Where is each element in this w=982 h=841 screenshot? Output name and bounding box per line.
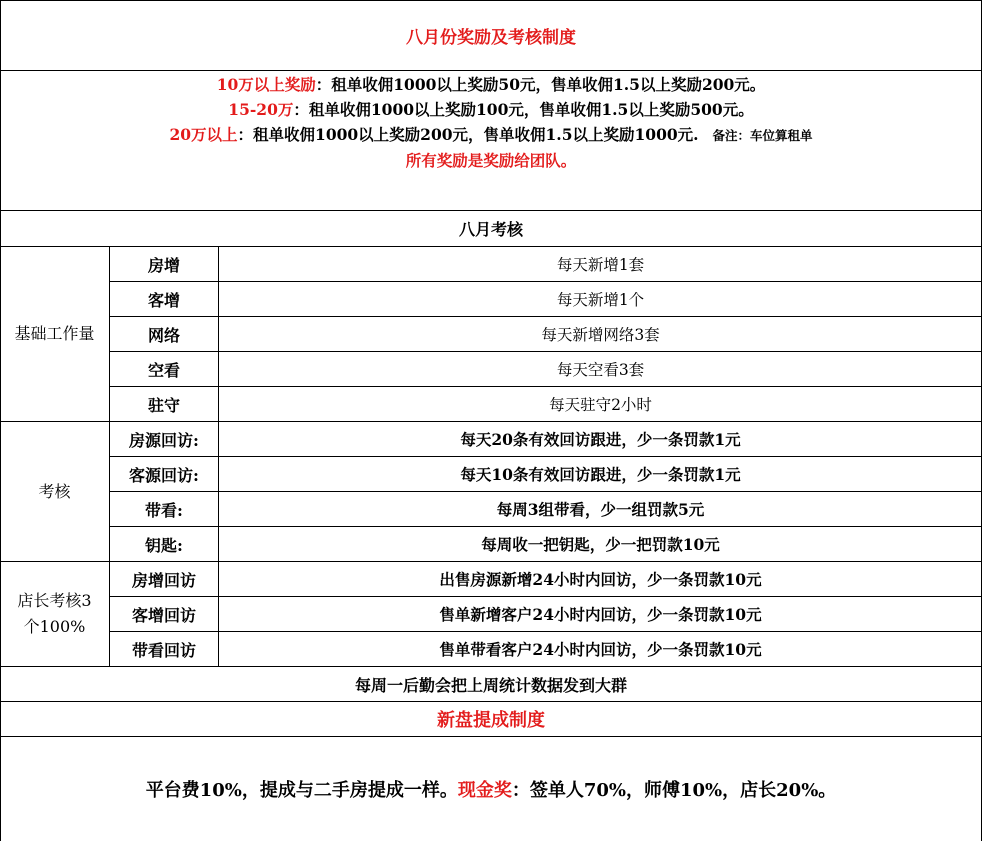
weekly-note: 每周一后勤会把上周统计数据发到大群 [0,666,982,701]
commission-part1: 平台费10%，提成与二手房提成一样。 [145,780,458,801]
group-assessment: 考核 [0,421,109,561]
row-label: 房源回访: [109,421,218,456]
row-label: 客增 [109,281,218,316]
row-label: 房增 [109,246,218,281]
reward-tier-3 [169,122,812,148]
row-label: 带看回访 [109,631,218,666]
page-title: 八月份奖励及考核制度 [406,28,576,48]
reward-note: 备注：车位算租单 [712,128,813,143]
reward-tier-2-label: 15-20万 [228,100,294,119]
commission-text [0,736,982,841]
row-desc: 售单新增客户24小时内回访，少一条罚款10元 [218,596,982,631]
reward-tier-3-label: 20万以上 [169,125,238,144]
row-desc: 每天20条有效回访跟进，少一条罚款1元 [218,421,982,456]
reward-tier-1-text: ：租单收佣1000以上奖励50元，售单收佣1.5以上奖励200元。 [315,75,766,94]
reward-tier-2-text: ：租单收佣1000以上奖励100元，售单收佣1.5以上奖励500元。 [293,100,754,119]
row-desc: 每天新增网络3套 [218,316,982,351]
row-label: 驻守 [109,386,218,421]
row-desc: 每天新增1个 [218,281,982,316]
row-label: 带看: [109,491,218,526]
row-desc: 每周3组带看，少一组罚款5元 [218,491,982,526]
reward-tier-3-text: ：租单收佣1000以上奖励200元，售单收佣1.5以上奖励1000元. [237,125,699,144]
row-desc: 出售房源新增24小时内回访，少一条罚款10元 [218,561,982,596]
row-label: 空看 [109,351,218,386]
row-label: 客增回访 [109,596,218,631]
reward-tier-1-label: 10万以上奖励 [216,75,316,94]
commission-part2: ：签单人70%，师傅10%，店长20%。 [511,780,837,801]
row-desc: 每天空看3套 [218,351,982,386]
row-desc: 每周收一把钥匙，少一把罚款10元 [218,526,982,561]
group-manager-name-line1: 店长考核3 [17,591,92,610]
group-basic-workload: 基础工作量 [0,246,109,421]
row-desc: 售单带看客户24小时内回访，少一条罚款10元 [218,631,982,666]
group-manager-name-line2: 个100% [23,617,86,636]
cash-bonus-label: 现金奖 [457,780,512,801]
row-label: 钥匙: [109,526,218,561]
row-desc: 每天10条有效回访跟进，少一条罚款1元 [218,456,982,491]
row-label: 客源回访: [109,456,218,491]
row-label: 网络 [109,316,218,351]
row-desc: 每天驻守2小时 [218,386,982,421]
reward-tier-2 [228,97,753,122]
new-project-title: 新盘提成制度 [0,701,982,736]
row-desc: 每天新增1套 [218,246,982,281]
rewards-section [0,70,982,211]
reward-tier-1 [217,72,766,97]
row-label: 房增回访 [109,561,218,596]
team-reward-note: 所有奖励是奖励给团队。 [405,151,577,170]
august-review-header: 八月考核 [0,210,982,246]
group-manager-assessment [0,561,109,666]
